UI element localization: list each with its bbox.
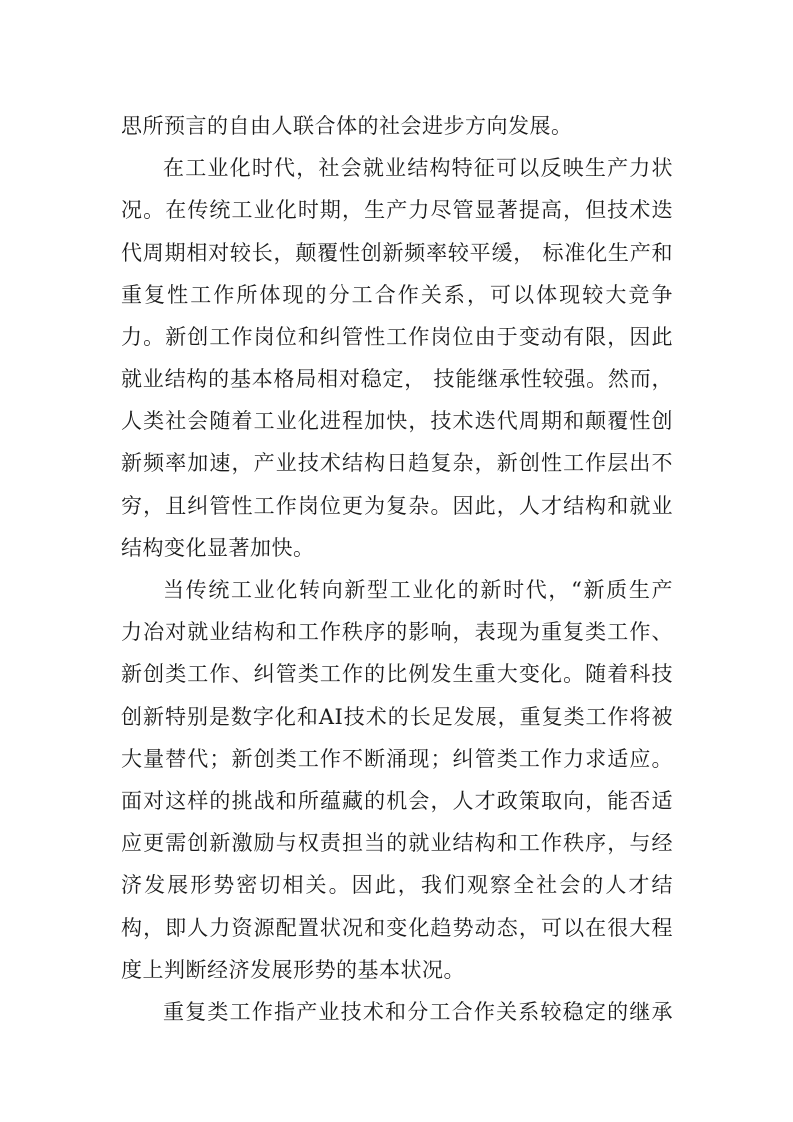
text-line: 新频率加速，产业技术结构日趋复杂，新创性工作层出不: [121, 451, 673, 475]
text-line: 就业结构的基本格局相对稳定， 技能继承性较强。然而，: [121, 367, 673, 391]
text-line: 创新特别是数字化和AI技术的长足发展，重复类工作将被: [121, 705, 673, 729]
paragraph-first-line: 重复类工作指产业技术和分工合作关系较稳定的继承: [163, 1000, 673, 1024]
text-line: 力冶对就业结构和工作秩序的影响，表现为重复类工作、: [121, 620, 673, 644]
text-line: 穷，且纠管性工作岗位更为复杂。因此，人才结构和就业: [121, 494, 673, 518]
text-line: 力。新创工作岗位和纠管性工作岗位由于变动有限，因此: [121, 325, 673, 349]
text-line: 构，即人力资源配置状况和变化趋势动态，可以在很大程: [121, 916, 673, 940]
text-line: 应更需创新激励与权责担当的就业结构和工作秩序，与经: [121, 831, 673, 855]
text-line: 思所预言的自由人联合体的社会进步方向发展。: [121, 114, 573, 138]
text-line: 结构变化显著加快。: [121, 536, 315, 560]
text-line: 人类社会随着工业化进程加快，技术迭代周期和颠覆性创: [121, 409, 673, 433]
text-line: 济发展形势密切相关。因此，我们观察全社会的人才结: [121, 873, 673, 897]
text-line: 况。在传统工业化时期，生产力尽管显著提高，但技术迭: [121, 198, 673, 222]
text-line: 代周期相对较长，颠覆性创新频率较平缓， 标准化生产和: [121, 241, 673, 265]
paragraph-first-line: 当传统工业化转向新型工业化的新时代，“新质生产: [163, 578, 673, 602]
text-line: 新创类工作、纠管类工作的比例发生重大变化。随着科技: [121, 662, 673, 686]
text-line: 度上判断经济发展形势的基本状况。: [121, 958, 465, 982]
text-line: 面对这样的挑战和所蕴藏的机会，人才政策取向，能否适: [121, 789, 673, 813]
paragraph-first-line: 在工业化时代，社会就业结构特征可以反映生产力状: [163, 156, 673, 180]
text-line: 重复性工作所体现的分工合作关系，可以体现较大竞争: [121, 283, 673, 307]
text-line: 大量替代；新创类工作不断涌现；纠管类工作力求适应。: [121, 747, 673, 771]
